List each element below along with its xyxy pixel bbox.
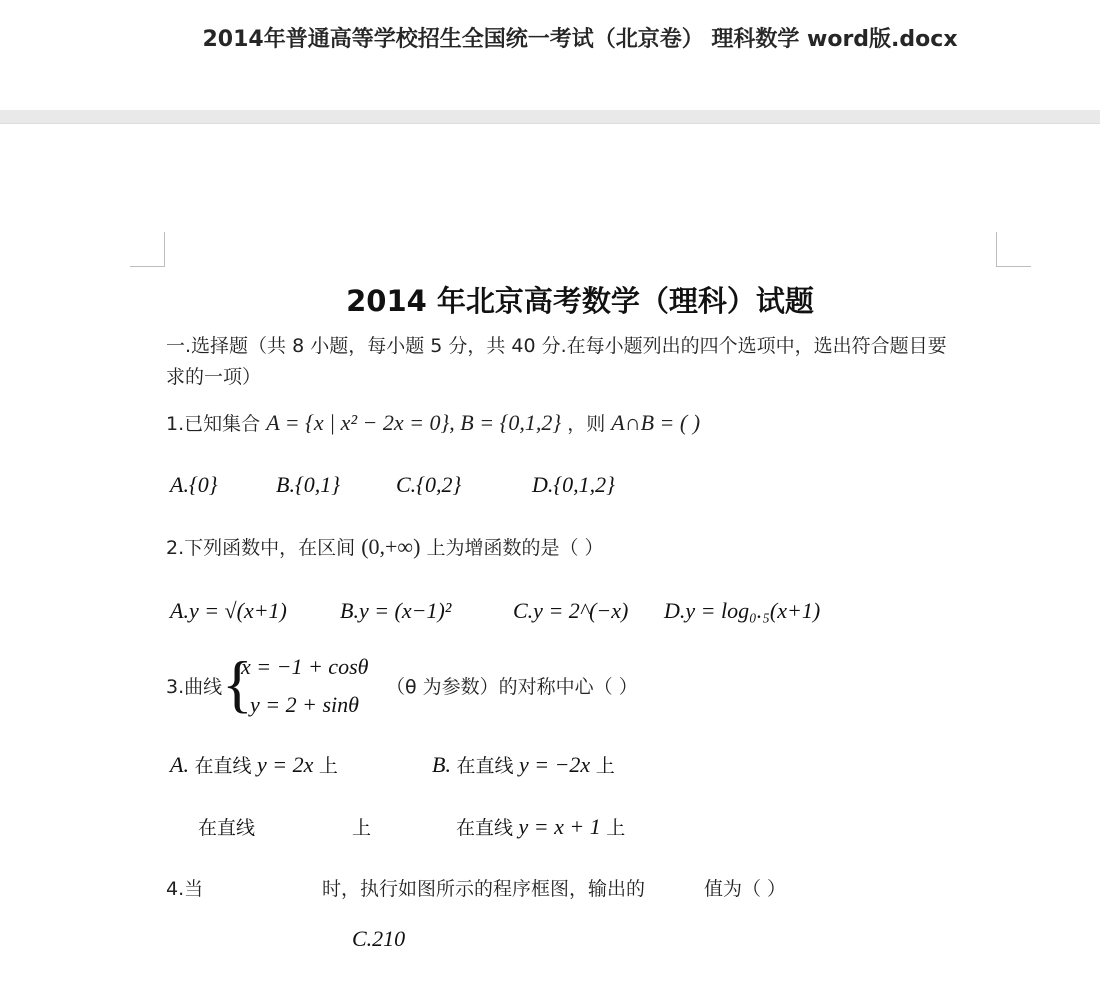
q4-suffix: 值为（ ） bbox=[704, 878, 787, 900]
q4-mid: 时，执行如图所示的程序框图，输出的 bbox=[322, 878, 646, 900]
q1-option-d: D.{0,1,2} bbox=[532, 472, 615, 497]
q1-option-c: C.{0,2} bbox=[396, 472, 462, 497]
q2-prefix: 2.下列函数中，在区间 bbox=[166, 537, 356, 559]
q3-option-d-text: 在直线 bbox=[456, 817, 514, 839]
section-instructions-line2: 求的一项） bbox=[166, 366, 262, 388]
q4-prefix: 4.当 bbox=[166, 878, 204, 900]
q1-intersection: A∩B = ( ) bbox=[611, 410, 701, 435]
q3-option-d-math: y = x + 1 bbox=[518, 814, 601, 839]
q3-option-b-text2: 上 bbox=[595, 755, 615, 777]
q3-suffix: （θ 为参数）的对称中心（ ） bbox=[386, 676, 638, 698]
q3-option-c-text: 在直线 bbox=[198, 817, 256, 839]
q1-option-a: A.{0} bbox=[170, 472, 218, 497]
question-1 bbox=[166, 408, 700, 439]
q3-option-c-text2: 上 bbox=[352, 817, 372, 839]
q1-option-b: B.{0,1} bbox=[276, 472, 341, 497]
q3-option-a-text: 在直线 bbox=[194, 755, 252, 777]
q3-option-c-tail bbox=[352, 812, 371, 843]
q3-option-a bbox=[170, 750, 338, 781]
q3-option-c bbox=[198, 812, 255, 843]
q2-option-b: B.y = (x−1)² bbox=[340, 598, 452, 623]
left-brace: { bbox=[222, 648, 253, 719]
q3-equation-1: x = −1 + cosθ bbox=[241, 654, 369, 679]
q2-interval: (0,+∞) bbox=[361, 534, 421, 559]
q2-option-d: D.y = log₀.₅(x+1) bbox=[664, 598, 821, 623]
q3-option-a-math: y = 2x bbox=[256, 752, 314, 777]
q1-mid-text: ，则 bbox=[567, 413, 606, 435]
question-2 bbox=[166, 532, 604, 563]
margin-corner-mark-left bbox=[130, 232, 165, 267]
q3-equation-2: y = 2 + sinθ bbox=[250, 692, 359, 717]
section-instructions-line1: 一.选择题（共 8 小题，每小题 5 分，共 40 分.在每小题列出的四个选项中，选出符合题目要 bbox=[166, 335, 947, 357]
document-header-bar bbox=[0, 0, 1100, 110]
q3-option-d bbox=[456, 812, 625, 843]
q2-suffix: 上为增函数的是（ ） bbox=[426, 537, 604, 559]
page-separator bbox=[0, 110, 1100, 124]
q3-option-a-text2: 上 bbox=[318, 755, 338, 777]
q3-option-b-label: B. bbox=[432, 752, 451, 777]
q3-option-b-math: y = −2x bbox=[518, 752, 591, 777]
q2-option-c: C.y = 2^(−x) bbox=[513, 598, 629, 623]
document-title: 2014年普通高等学校招生全国统一考试（北京卷） 理科数学 word版.docx bbox=[202, 27, 958, 52]
q3-option-d-text2: 上 bbox=[606, 817, 626, 839]
q1-sets-formula: A = {x | x² − 2x = 0}, B = {0,1,2} bbox=[266, 410, 562, 435]
q3-prefix: 3.曲线 bbox=[166, 676, 223, 698]
q2-option-a: A.y = √(x+1) bbox=[170, 598, 287, 623]
q1-prefix: 1.已知集合 bbox=[166, 413, 261, 435]
margin-corner-mark-right bbox=[996, 232, 1031, 267]
document-page bbox=[0, 124, 1100, 990]
q3-option-b-text: 在直线 bbox=[456, 755, 514, 777]
exam-title: 2014 年北京高考数学（理科）试题 bbox=[346, 284, 814, 318]
q3-option-a-label: A. bbox=[170, 752, 189, 777]
q3-option-b bbox=[432, 750, 615, 781]
q4-option-c: C.210 bbox=[352, 926, 406, 951]
